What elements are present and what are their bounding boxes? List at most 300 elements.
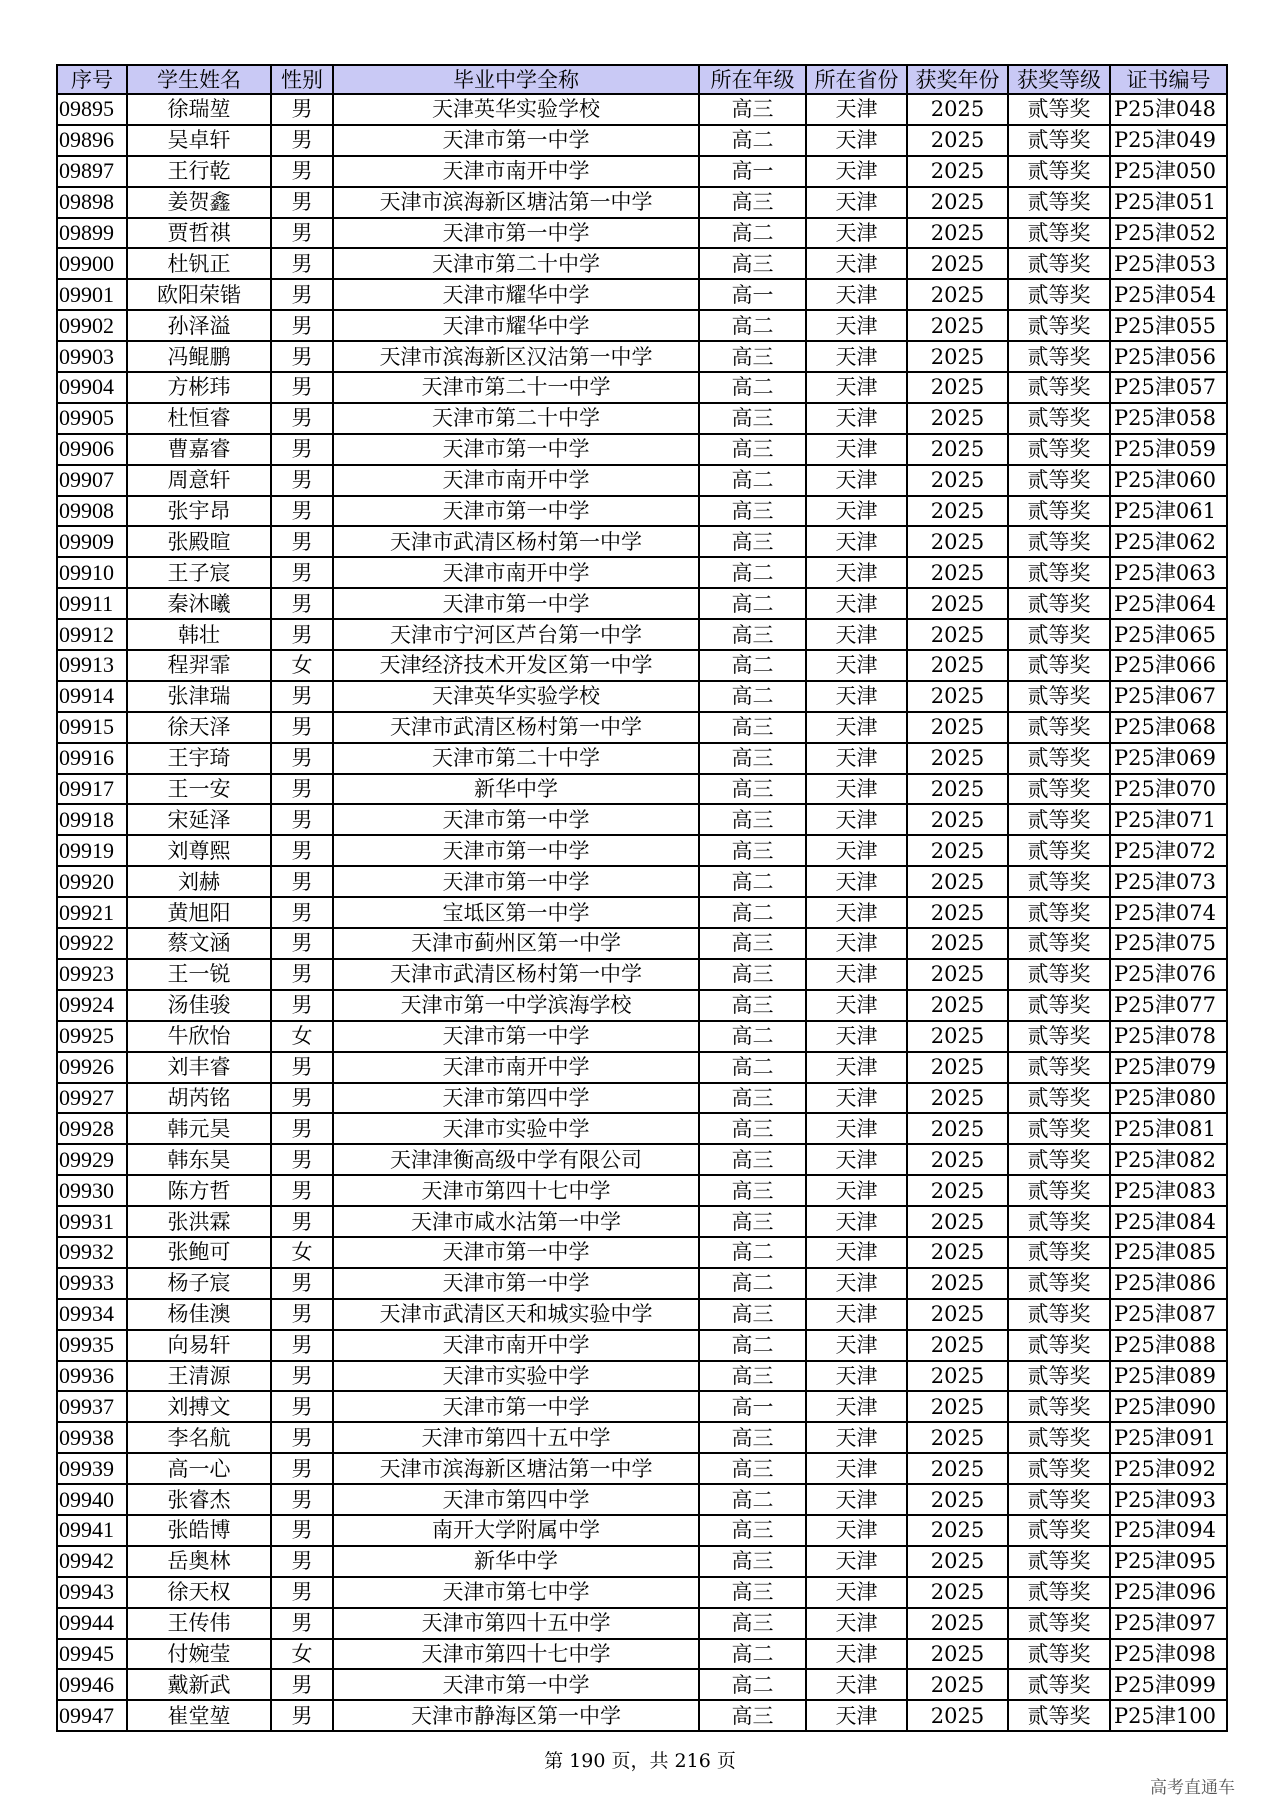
cell-province: 天津	[806, 774, 907, 805]
cell-school: 天津市滨海新区汉沽第一中学	[333, 341, 699, 372]
cell-serial: 09898	[57, 187, 127, 218]
cell-award-level: 贰等奖	[1008, 557, 1110, 588]
cell-student-name: 张殿暄	[127, 526, 271, 557]
cell-gender: 男	[271, 1484, 333, 1515]
cell-grade: 高二	[699, 557, 806, 588]
cell-student-name: 程羿霏	[127, 650, 271, 681]
cell-province: 天津	[806, 310, 907, 341]
cell-certificate-number: P25津049	[1110, 125, 1227, 156]
cell-gender: 男	[271, 1052, 333, 1083]
cell-province: 天津	[806, 959, 907, 990]
cell-province: 天津	[806, 835, 907, 866]
cell-school: 天津市第二十中学	[333, 743, 699, 774]
cell-grade: 高三	[699, 928, 806, 959]
cell-serial: 09916	[57, 743, 127, 774]
cell-gender: 男	[271, 1422, 333, 1453]
cell-school: 天津市第四十七中学	[333, 1639, 699, 1670]
table-body	[57, 94, 1227, 1731]
header-province: 所在省份	[806, 65, 907, 94]
cell-serial: 09925	[57, 1021, 127, 1052]
cell-gender: 男	[271, 1577, 333, 1608]
cell-student-name: 汤佳骏	[127, 990, 271, 1021]
table-row	[57, 1639, 1227, 1670]
cell-student-name: 付婉莹	[127, 1639, 271, 1670]
cell-school: 天津市第四中学	[333, 1083, 699, 1114]
cell-student-name: 韩壮	[127, 619, 271, 650]
cell-award-year: 2025	[907, 465, 1008, 496]
cell-student-name: 王一锐	[127, 959, 271, 990]
table-row	[57, 1700, 1227, 1731]
cell-certificate-number: P25津083	[1110, 1175, 1227, 1206]
table-row	[57, 526, 1227, 557]
cell-award-year: 2025	[907, 866, 1008, 897]
cell-certificate-number: P25津082	[1110, 1144, 1227, 1175]
cell-serial: 09908	[57, 496, 127, 527]
cell-certificate-number: P25津079	[1110, 1052, 1227, 1083]
cell-grade: 高三	[699, 1083, 806, 1114]
header-grade: 所在年级	[699, 65, 806, 94]
cell-province: 天津	[806, 743, 907, 774]
cell-school: 天津市第一中学	[333, 804, 699, 835]
table-row	[57, 1237, 1227, 1268]
cell-serial: 09921	[57, 897, 127, 928]
cell-school: 天津市南开中学	[333, 1330, 699, 1361]
cell-certificate-number: P25津061	[1110, 496, 1227, 527]
cell-award-year: 2025	[907, 125, 1008, 156]
cell-grade: 高三	[699, 434, 806, 465]
header-gender: 性别	[271, 65, 333, 94]
table-row	[57, 1052, 1227, 1083]
cell-serial: 09942	[57, 1546, 127, 1577]
cell-certificate-number: P25津076	[1110, 959, 1227, 990]
cell-grade: 高二	[699, 310, 806, 341]
cell-award-year: 2025	[907, 372, 1008, 403]
cell-award-level: 贰等奖	[1008, 1639, 1110, 1670]
cell-award-level: 贰等奖	[1008, 959, 1110, 990]
cell-gender: 男	[271, 1546, 333, 1577]
cell-grade: 高三	[699, 835, 806, 866]
cell-serial: 09914	[57, 681, 127, 712]
cell-award-year: 2025	[907, 804, 1008, 835]
cell-certificate-number: P25津091	[1110, 1422, 1227, 1453]
table-row	[57, 990, 1227, 1021]
cell-gender: 男	[271, 218, 333, 249]
cell-serial: 09897	[57, 156, 127, 187]
cell-province: 天津	[806, 1083, 907, 1114]
cell-school: 天津市第四中学	[333, 1484, 699, 1515]
cell-student-name: 向易轩	[127, 1330, 271, 1361]
cell-student-name: 韩东昊	[127, 1144, 271, 1175]
cell-grade: 高三	[699, 1206, 806, 1237]
cell-award-year: 2025	[907, 218, 1008, 249]
cell-student-name: 高一心	[127, 1453, 271, 1484]
cell-school: 天津市第一中学	[333, 434, 699, 465]
cell-province: 天津	[806, 1237, 907, 1268]
cell-serial: 09909	[57, 526, 127, 557]
cell-grade: 高三	[699, 959, 806, 990]
cell-serial: 09906	[57, 434, 127, 465]
cell-gender: 男	[271, 1206, 333, 1237]
cell-student-name: 胡芮铭	[127, 1083, 271, 1114]
cell-gender: 男	[271, 403, 333, 434]
cell-province: 天津	[806, 650, 907, 681]
cell-grade: 高二	[699, 866, 806, 897]
cell-award-year: 2025	[907, 187, 1008, 218]
cell-certificate-number: P25津071	[1110, 804, 1227, 835]
cell-gender: 男	[271, 712, 333, 743]
cell-award-level: 贰等奖	[1008, 681, 1110, 712]
cell-province: 天津	[806, 1052, 907, 1083]
cell-student-name: 徐天权	[127, 1577, 271, 1608]
cell-certificate-number: P25津050	[1110, 156, 1227, 187]
cell-province: 天津	[806, 1021, 907, 1052]
cell-province: 天津	[806, 496, 907, 527]
cell-certificate-number: P25津087	[1110, 1299, 1227, 1330]
table-row	[57, 187, 1227, 218]
cell-school: 天津市第四十五中学	[333, 1608, 699, 1639]
cell-grade: 高二	[699, 650, 806, 681]
cell-award-level: 贰等奖	[1008, 619, 1110, 650]
cell-grade: 高三	[699, 619, 806, 650]
cell-school: 天津市实验中学	[333, 1113, 699, 1144]
cell-student-name: 姜贺鑫	[127, 187, 271, 218]
cell-certificate-number: P25津057	[1110, 372, 1227, 403]
cell-grade: 高二	[699, 1237, 806, 1268]
cell-school: 天津市南开中学	[333, 465, 699, 496]
cell-student-name: 方彬玮	[127, 372, 271, 403]
cell-award-level: 贰等奖	[1008, 1700, 1110, 1731]
table-row	[57, 403, 1227, 434]
cell-student-name: 王清源	[127, 1361, 271, 1392]
cell-award-level: 贰等奖	[1008, 1144, 1110, 1175]
cell-grade: 高三	[699, 1608, 806, 1639]
cell-award-year: 2025	[907, 1639, 1008, 1670]
cell-certificate-number: P25津100	[1110, 1700, 1227, 1731]
cell-gender: 女	[271, 650, 333, 681]
cell-student-name: 牛欣怡	[127, 1021, 271, 1052]
cell-gender: 男	[271, 681, 333, 712]
cell-serial: 09928	[57, 1113, 127, 1144]
cell-province: 天津	[806, 1330, 907, 1361]
cell-gender: 女	[271, 1237, 333, 1268]
cell-award-year: 2025	[907, 1608, 1008, 1639]
cell-serial: 09920	[57, 866, 127, 897]
cell-award-level: 贰等奖	[1008, 94, 1110, 125]
cell-award-level: 贰等奖	[1008, 125, 1110, 156]
cell-certificate-number: P25津065	[1110, 619, 1227, 650]
cell-school: 天津市静海区第一中学	[333, 1700, 699, 1731]
cell-gender: 男	[271, 928, 333, 959]
cell-award-year: 2025	[907, 1330, 1008, 1361]
cell-grade: 高三	[699, 1144, 806, 1175]
cell-school: 天津市第一中学	[333, 1268, 699, 1299]
table-row	[57, 743, 1227, 774]
cell-grade: 高三	[699, 94, 806, 125]
table-row	[57, 1546, 1227, 1577]
cell-student-name: 张津瑞	[127, 681, 271, 712]
cell-province: 天津	[806, 218, 907, 249]
cell-award-level: 贰等奖	[1008, 1206, 1110, 1237]
cell-serial: 09901	[57, 279, 127, 310]
cell-gender: 男	[271, 248, 333, 279]
cell-award-year: 2025	[907, 1268, 1008, 1299]
cell-award-level: 贰等奖	[1008, 1669, 1110, 1700]
cell-province: 天津	[806, 125, 907, 156]
cell-student-name: 杨佳澳	[127, 1299, 271, 1330]
cell-certificate-number: P25津085	[1110, 1237, 1227, 1268]
cell-grade: 高三	[699, 804, 806, 835]
cell-grade: 高二	[699, 681, 806, 712]
cell-province: 天津	[806, 248, 907, 279]
cell-student-name: 张宇昂	[127, 496, 271, 527]
cell-award-level: 贰等奖	[1008, 804, 1110, 835]
cell-grade: 高三	[699, 403, 806, 434]
cell-gender: 男	[271, 1391, 333, 1422]
cell-grade: 高三	[699, 1113, 806, 1144]
table-row	[57, 712, 1227, 743]
table-row	[57, 1113, 1227, 1144]
cell-province: 天津	[806, 1669, 907, 1700]
table-row	[57, 465, 1227, 496]
cell-province: 天津	[806, 712, 907, 743]
cell-award-level: 贰等奖	[1008, 1021, 1110, 1052]
cell-certificate-number: P25津054	[1110, 279, 1227, 310]
cell-certificate-number: P25津084	[1110, 1206, 1227, 1237]
cell-province: 天津	[806, 804, 907, 835]
cell-student-name: 张皓博	[127, 1515, 271, 1546]
cell-gender: 男	[271, 866, 333, 897]
table-row	[57, 681, 1227, 712]
cell-award-year: 2025	[907, 279, 1008, 310]
cell-school: 天津市武清区杨村第一中学	[333, 526, 699, 557]
cell-award-year: 2025	[907, 1113, 1008, 1144]
cell-school: 南开大学附属中学	[333, 1515, 699, 1546]
table-row	[57, 496, 1227, 527]
cell-award-level: 贰等奖	[1008, 1052, 1110, 1083]
table-row	[57, 1608, 1227, 1639]
cell-serial: 09910	[57, 557, 127, 588]
cell-province: 天津	[806, 990, 907, 1021]
cell-award-level: 贰等奖	[1008, 650, 1110, 681]
cell-province: 天津	[806, 434, 907, 465]
cell-school: 天津市咸水沽第一中学	[333, 1206, 699, 1237]
cell-school: 天津市第一中学	[333, 1391, 699, 1422]
table-row	[57, 372, 1227, 403]
cell-award-level: 贰等奖	[1008, 897, 1110, 928]
cell-award-level: 贰等奖	[1008, 434, 1110, 465]
cell-student-name: 王传伟	[127, 1608, 271, 1639]
cell-serial: 09946	[57, 1669, 127, 1700]
cell-certificate-number: P25津074	[1110, 897, 1227, 928]
cell-certificate-number: P25津067	[1110, 681, 1227, 712]
cell-gender: 女	[271, 1639, 333, 1670]
cell-award-level: 贰等奖	[1008, 1515, 1110, 1546]
cell-serial: 09918	[57, 804, 127, 835]
cell-award-level: 贰等奖	[1008, 1113, 1110, 1144]
cell-student-name: 杨子宸	[127, 1268, 271, 1299]
cell-award-year: 2025	[907, 1361, 1008, 1392]
cell-student-name: 秦沐曦	[127, 588, 271, 619]
cell-school: 天津市宁河区芦台第一中学	[333, 619, 699, 650]
cell-certificate-number: P25津080	[1110, 1083, 1227, 1114]
cell-gender: 男	[271, 465, 333, 496]
cell-certificate-number: P25津078	[1110, 1021, 1227, 1052]
cell-school: 天津市武清区杨村第一中学	[333, 712, 699, 743]
table-row	[57, 248, 1227, 279]
cell-gender: 男	[271, 774, 333, 805]
table-row	[57, 1361, 1227, 1392]
cell-school: 天津市第一中学	[333, 1669, 699, 1700]
cell-province: 天津	[806, 1361, 907, 1392]
cell-certificate-number: P25津063	[1110, 557, 1227, 588]
cell-grade: 高三	[699, 1515, 806, 1546]
cell-province: 天津	[806, 1391, 907, 1422]
cell-gender: 男	[271, 990, 333, 1021]
cell-school: 天津市第一中学滨海学校	[333, 990, 699, 1021]
cell-serial: 09932	[57, 1237, 127, 1268]
cell-certificate-number: P25津098	[1110, 1639, 1227, 1670]
cell-grade: 高三	[699, 990, 806, 1021]
cell-province: 天津	[806, 1700, 907, 1731]
cell-certificate-number: P25津070	[1110, 774, 1227, 805]
table-row	[57, 434, 1227, 465]
cell-grade: 高三	[699, 187, 806, 218]
cell-award-year: 2025	[907, 681, 1008, 712]
cell-serial: 09940	[57, 1484, 127, 1515]
cell-student-name: 吴卓轩	[127, 125, 271, 156]
cell-gender: 男	[271, 1608, 333, 1639]
cell-award-level: 贰等奖	[1008, 156, 1110, 187]
cell-student-name: 冯鲲鹏	[127, 341, 271, 372]
cell-award-level: 贰等奖	[1008, 310, 1110, 341]
cell-student-name: 刘丰睿	[127, 1052, 271, 1083]
table-row	[57, 1268, 1227, 1299]
cell-award-level: 贰等奖	[1008, 1453, 1110, 1484]
cell-student-name: 王子宸	[127, 557, 271, 588]
cell-grade: 高三	[699, 1700, 806, 1731]
cell-school: 天津市第七中学	[333, 1577, 699, 1608]
cell-school: 天津市第一中学	[333, 218, 699, 249]
cell-grade: 高一	[699, 279, 806, 310]
table-row	[57, 1577, 1227, 1608]
cell-grade: 高三	[699, 1175, 806, 1206]
cell-award-level: 贰等奖	[1008, 1299, 1110, 1330]
cell-certificate-number: P25津073	[1110, 866, 1227, 897]
cell-province: 天津	[806, 403, 907, 434]
cell-award-level: 贰等奖	[1008, 1484, 1110, 1515]
cell-student-name: 刘尊熙	[127, 835, 271, 866]
cell-certificate-number: P25津053	[1110, 248, 1227, 279]
cell-award-level: 贰等奖	[1008, 1391, 1110, 1422]
table-row	[57, 619, 1227, 650]
table-row	[57, 897, 1227, 928]
cell-gender: 男	[271, 835, 333, 866]
cell-student-name: 宋延泽	[127, 804, 271, 835]
cell-serial: 09935	[57, 1330, 127, 1361]
cell-school: 天津市第二十中学	[333, 248, 699, 279]
cell-province: 天津	[806, 1546, 907, 1577]
cell-province: 天津	[806, 1453, 907, 1484]
cell-certificate-number: P25津090	[1110, 1391, 1227, 1422]
cell-certificate-number: P25津081	[1110, 1113, 1227, 1144]
cell-student-name: 欧阳荣锴	[127, 279, 271, 310]
cell-award-level: 贰等奖	[1008, 341, 1110, 372]
cell-province: 天津	[806, 526, 907, 557]
cell-province: 天津	[806, 1577, 907, 1608]
cell-award-level: 贰等奖	[1008, 1175, 1110, 1206]
cell-gender: 男	[271, 1700, 333, 1731]
cell-award-year: 2025	[907, 1299, 1008, 1330]
table-row	[57, 1484, 1227, 1515]
cell-gender: 男	[271, 125, 333, 156]
cell-gender: 男	[271, 959, 333, 990]
cell-student-name: 陈方哲	[127, 1175, 271, 1206]
cell-school: 天津津衡高级中学有限公司	[333, 1144, 699, 1175]
cell-grade: 高三	[699, 774, 806, 805]
cell-certificate-number: P25津096	[1110, 1577, 1227, 1608]
cell-school: 天津市耀华中学	[333, 310, 699, 341]
cell-award-level: 贰等奖	[1008, 1361, 1110, 1392]
cell-gender: 男	[271, 156, 333, 187]
cell-school: 天津市滨海新区塘沽第一中学	[333, 1453, 699, 1484]
cell-school: 天津英华实验学校	[333, 681, 699, 712]
cell-award-level: 贰等奖	[1008, 712, 1110, 743]
cell-grade: 高二	[699, 372, 806, 403]
cell-award-level: 贰等奖	[1008, 248, 1110, 279]
cell-award-year: 2025	[907, 1144, 1008, 1175]
cell-award-level: 贰等奖	[1008, 218, 1110, 249]
cell-serial: 09905	[57, 403, 127, 434]
cell-student-name: 周意轩	[127, 465, 271, 496]
cell-school: 天津市第二十一中学	[333, 372, 699, 403]
cell-serial: 09934	[57, 1299, 127, 1330]
table-row	[57, 1083, 1227, 1114]
cell-school: 天津市第一中学	[333, 1021, 699, 1052]
cell-grade: 高三	[699, 496, 806, 527]
cell-award-level: 贰等奖	[1008, 1608, 1110, 1639]
table-row	[57, 1144, 1227, 1175]
cell-certificate-number: P25津051	[1110, 187, 1227, 218]
cell-grade: 高二	[699, 1021, 806, 1052]
cell-award-level: 贰等奖	[1008, 187, 1110, 218]
cell-certificate-number: P25津086	[1110, 1268, 1227, 1299]
cell-school: 天津市南开中学	[333, 156, 699, 187]
cell-school: 天津市第四十五中学	[333, 1422, 699, 1453]
cell-award-year: 2025	[907, 588, 1008, 619]
cell-province: 天津	[806, 1299, 907, 1330]
cell-serial: 09927	[57, 1083, 127, 1114]
cell-grade: 高一	[699, 156, 806, 187]
cell-award-year: 2025	[907, 248, 1008, 279]
table-row	[57, 804, 1227, 835]
cell-school: 新华中学	[333, 774, 699, 805]
cell-grade: 高二	[699, 465, 806, 496]
cell-gender: 男	[271, 526, 333, 557]
cell-gender: 男	[271, 1515, 333, 1546]
cell-award-level: 贰等奖	[1008, 835, 1110, 866]
cell-student-name: 张洪霖	[127, 1206, 271, 1237]
cell-award-year: 2025	[907, 1546, 1008, 1577]
cell-serial: 09924	[57, 990, 127, 1021]
cell-certificate-number: P25津072	[1110, 835, 1227, 866]
cell-certificate-number: P25津056	[1110, 341, 1227, 372]
cell-award-level: 贰等奖	[1008, 279, 1110, 310]
cell-student-name: 曹嘉睿	[127, 434, 271, 465]
cell-province: 天津	[806, 1144, 907, 1175]
cell-province: 天津	[806, 866, 907, 897]
cell-award-year: 2025	[907, 959, 1008, 990]
cell-province: 天津	[806, 928, 907, 959]
